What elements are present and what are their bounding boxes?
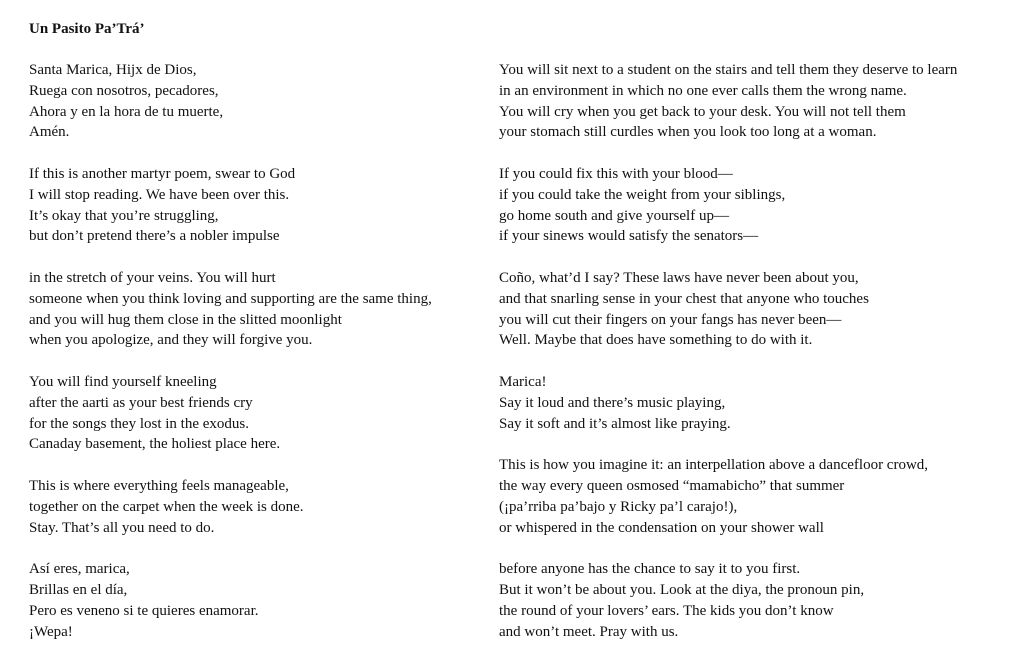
poem-line: go home south and give yourself up— (499, 207, 729, 224)
stanza (29, 559, 489, 642)
poem-line: the way every queen osmosed “mamabicho” that summer (499, 477, 845, 494)
poem-line: It’s okay that you’re struggling, (29, 207, 219, 224)
poem-line: Así eres, marica, (29, 561, 130, 578)
left-column (29, 60, 489, 663)
poem-line: before anyone has the chance to say it to you first. (499, 561, 801, 578)
poem-line: if you could take the weight from your siblings, (499, 186, 786, 203)
stanza (29, 164, 489, 247)
poem-line: Santa Marica, Hijx de Dios, (29, 62, 197, 78)
poem-line: or whispered in the condensation on your shower wall (499, 519, 824, 536)
poem-line: (¡pa’rriba pa’bajo y Ricky pa’l carajo!), (499, 498, 738, 515)
poem-line: This is where everything feels manageable, (29, 477, 289, 494)
poem-line: Pero es veneno si te quieres enamorar. (29, 602, 259, 619)
poem-line: Coño, what’d I say? These laws have never been about you, (499, 269, 859, 286)
poem-line: Ruega con nosotros, pecadores, (29, 82, 219, 99)
stanza (499, 268, 1014, 351)
poem-line: If this is another martyr poem, swear to God (29, 165, 296, 182)
poem-line: Amén. (29, 124, 70, 141)
poem-line: Say it soft and it’s almost like praying. (499, 415, 731, 432)
poem-line: You will cry when you get back to your desk. You will not tell them (499, 103, 906, 120)
poem-line: Canaday basement, the holiest place here. (29, 436, 281, 453)
stanza (499, 60, 1014, 143)
poem-line: ¡Wepa! (29, 623, 73, 640)
poem-line: But it won’t be about you. Look at the diya, the pronoun pin, (499, 581, 865, 598)
poem-line: and you will hug them close in the slitted moonlight (29, 311, 342, 328)
stanza (29, 268, 489, 351)
poem-line: I will stop reading. We have been over this. (29, 186, 290, 203)
stanza (499, 559, 1014, 642)
poem-title: Un Pasito Pa’Trá’ (29, 21, 145, 37)
poem-line: and won’t meet. Pray with us. (499, 623, 679, 640)
poem-line: if your sinews would satisfy the senators— (499, 228, 759, 245)
poem-line: in an environment in which no one ever calls them the wrong name. (499, 82, 907, 99)
poem-line: but don’t pretend there’s a nobler impulse (29, 228, 280, 245)
right-column (499, 60, 1014, 663)
poem-line: You will find yourself kneeling (29, 373, 217, 390)
poem-line: If you could fix this with your blood— (499, 165, 733, 182)
stanza (499, 372, 1014, 434)
poem-line: in the stretch of your veins. You will hurt (29, 269, 276, 286)
stanza (29, 476, 489, 538)
poem-line: Brillas en el día, (29, 581, 128, 598)
poem-line: You will sit next to a student on the stairs and tell them they deserve to learn (499, 62, 958, 78)
stanza (29, 60, 489, 143)
poem-line: Stay. That’s all you need to do. (29, 519, 215, 536)
poem-line: after the aarti as your best friends cry (29, 394, 253, 411)
poem-line: for the songs they lost in the exodus. (29, 415, 249, 432)
poem-line: This is how you imagine it: an interpellation above a dancefloor crowd, (499, 457, 929, 474)
poem-line: your stomach still curdles when you look too long at a woman. (499, 124, 877, 141)
poem-line: Marica! (499, 373, 547, 390)
poem-line: Well. Maybe that does have something to do with it. (499, 332, 813, 349)
poem-line: you will cut their fingers on your fangs has never been— (499, 311, 842, 328)
poem-line: someone when you think loving and supporting are the same thing, (29, 290, 432, 307)
poem-line: Ahora y en la hora de tu muerte, (29, 103, 224, 120)
poem-line: together on the carpet when the week is done. (29, 498, 304, 515)
poem-line: when you apologize, and they will forgive you. (29, 332, 313, 349)
stanza (499, 455, 1014, 538)
poem-line: Say it loud and there’s music playing, (499, 394, 726, 411)
poem-line: and that snarling sense in your chest that anyone who touches (499, 290, 869, 307)
stanza (499, 164, 1014, 247)
poem-line: the round of your lovers’ ears. The kids you don’t know (499, 602, 834, 619)
stanza (29, 372, 489, 455)
